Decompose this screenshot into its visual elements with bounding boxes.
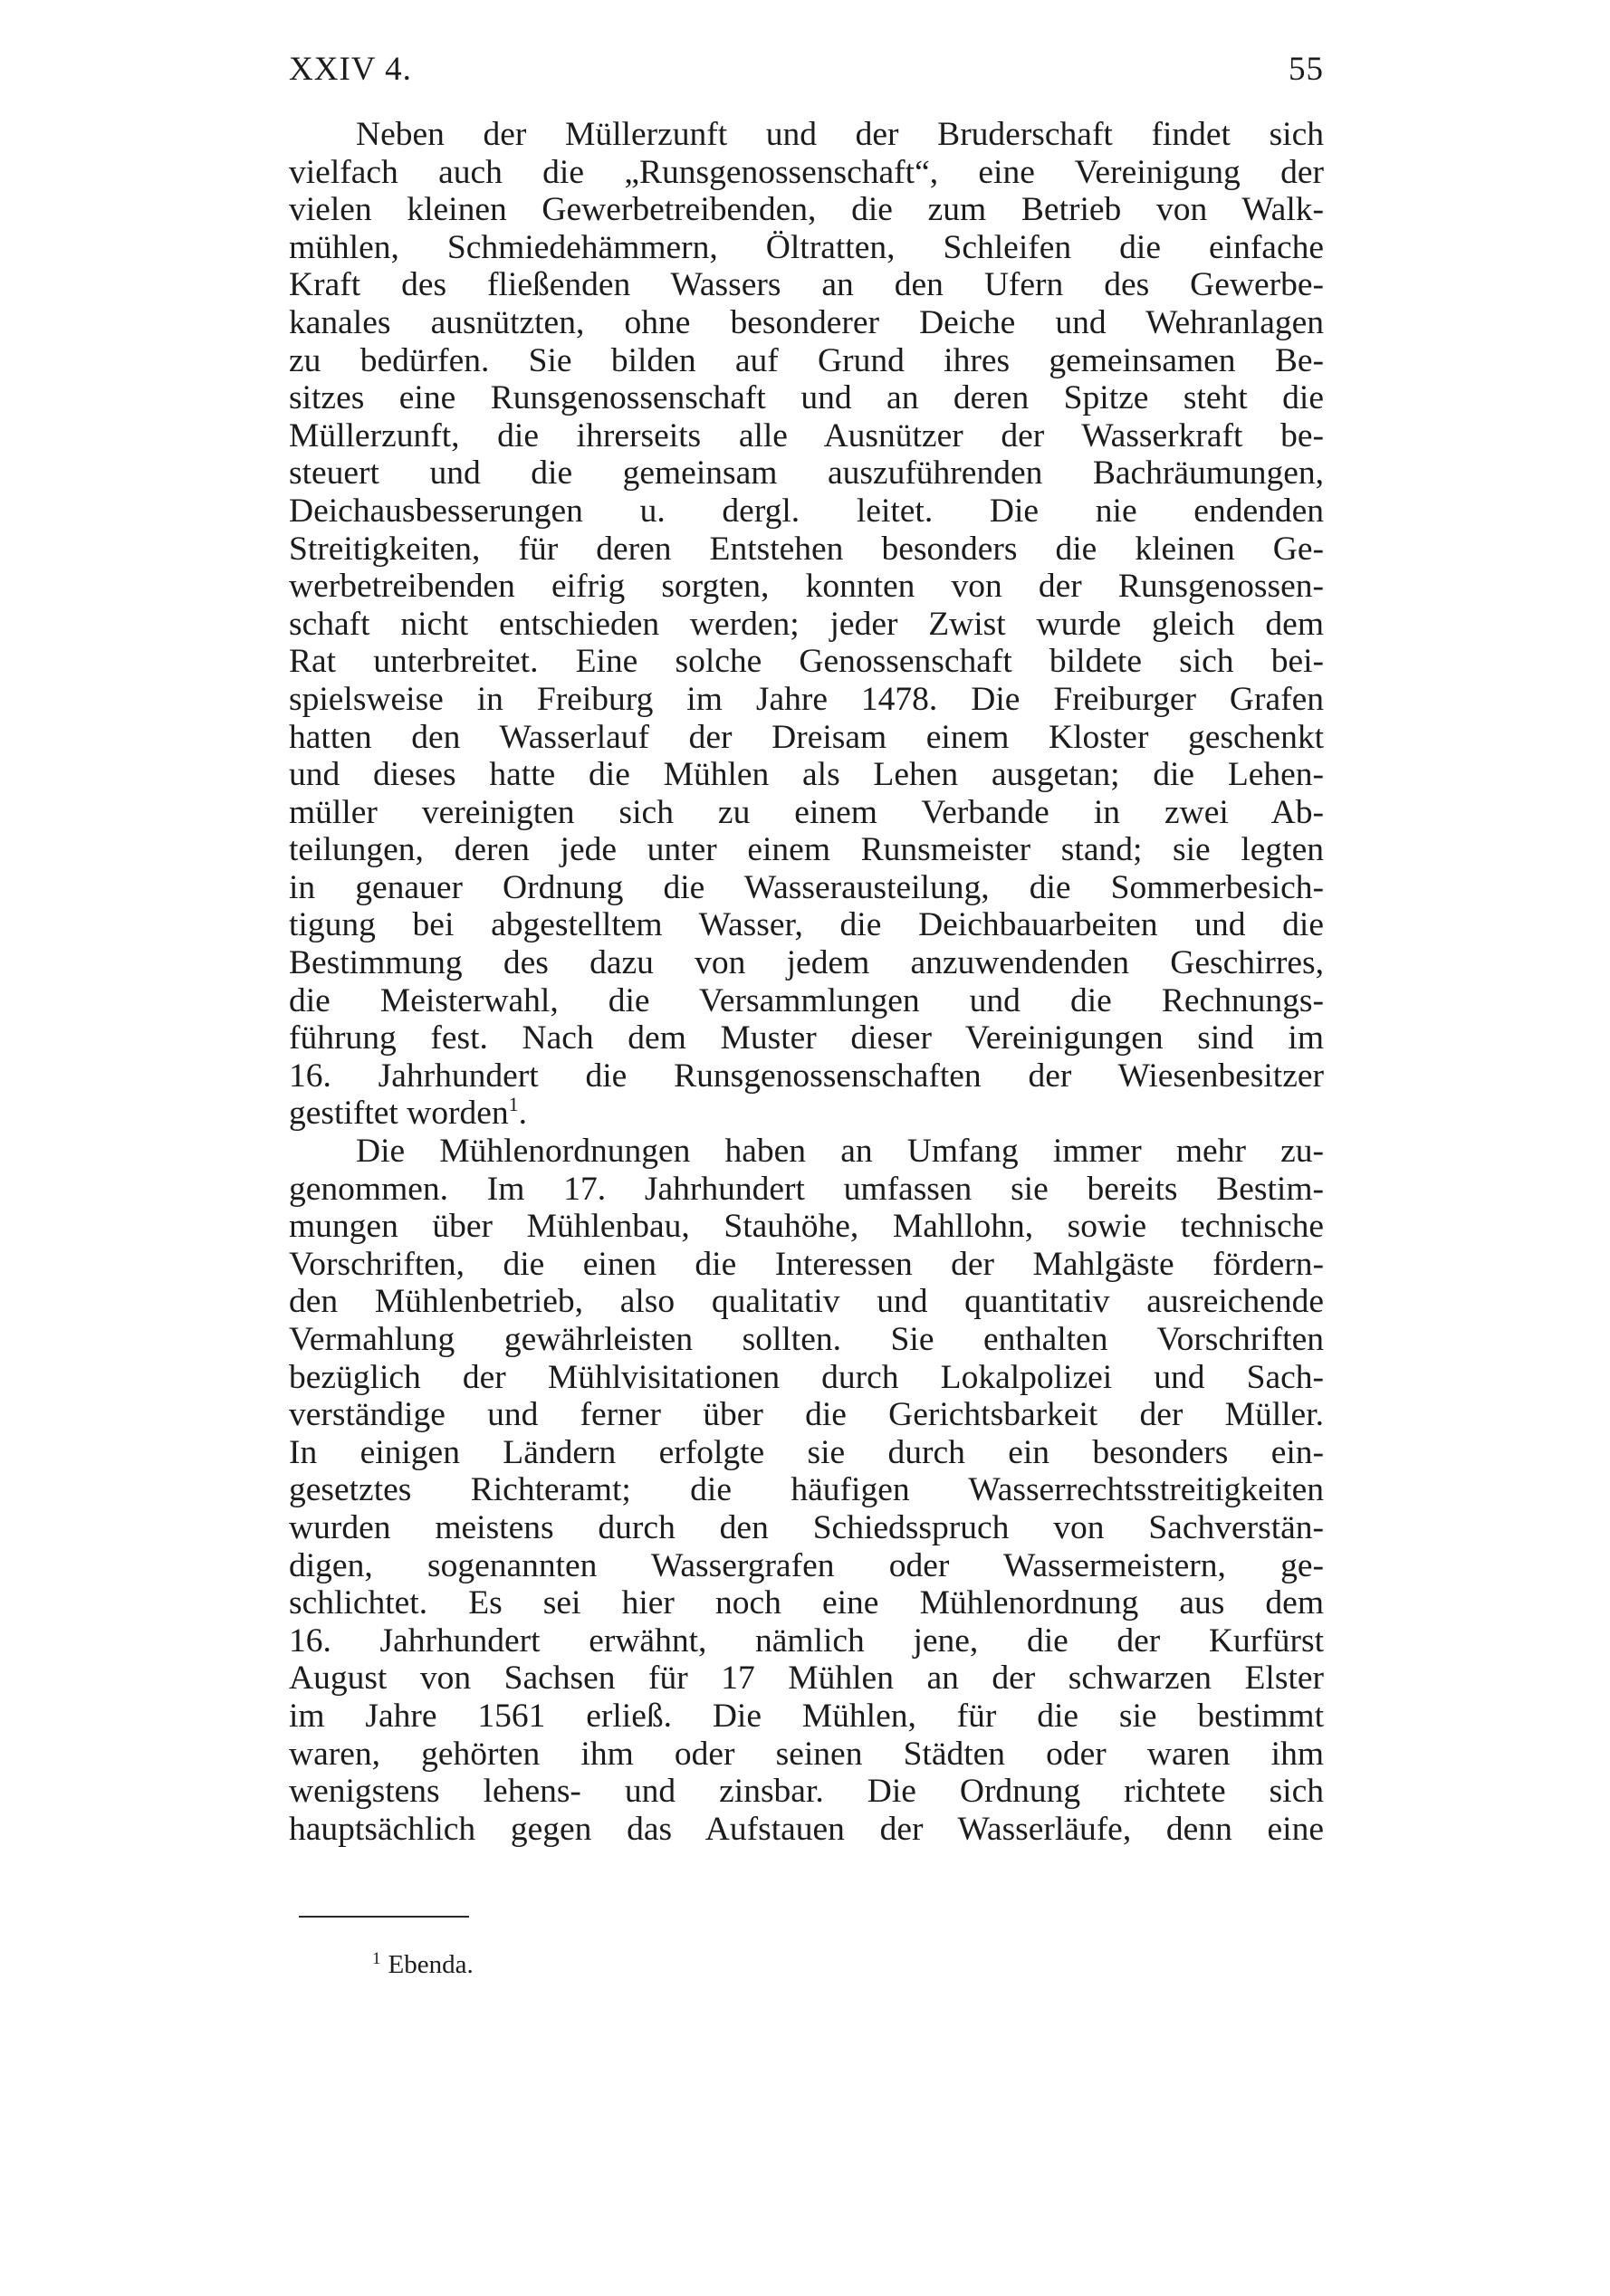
- page-number: 55: [1289, 51, 1324, 88]
- text-line: schaft nicht entschieden werden; jeder Zwist wurde gleich dem: [289, 605, 1324, 643]
- text-line: hatten den Wasserlauf der Dreisam einem Kloster geschenkt: [289, 718, 1324, 756]
- text-line: tigung bei abgestelltem Wasser, die Deichbauarbeiten und die: [289, 906, 1324, 944]
- text-line: Kraft des fließenden Wassers an den Ufern des Gewerbe-: [289, 266, 1324, 304]
- text-line: Vorschriften, die einen die Interessen der Mahlgäste fördern-: [289, 1245, 1324, 1283]
- text-line: Müllerzunft, die ihrerseits alle Ausnützer der Wasserkraft be-: [289, 416, 1324, 454]
- text-line: bezüglich der Mühlvisitationen durch Lokalpolizei und Sach-: [289, 1358, 1324, 1396]
- text-line: 16. Jahrhundert erwähnt, nämlich jene, die der Kurfürst: [289, 1622, 1324, 1660]
- text-line: spielsweise in Freiburg im Jahre 1478. Die Freiburger Grafen: [289, 680, 1324, 718]
- text-line: hauptsächlich gegen das Aufstauen der Wasserläufe, denn eine: [289, 1810, 1324, 1848]
- text-line: Vermahlung gewährleisten sollten. Sie enthalten Vorschriften: [289, 1321, 1324, 1358]
- text-line: sitzes eine Runsgenossenschaft und an deren Spitze steht die: [289, 379, 1324, 417]
- text-line: 16. Jahrhundert die Runsgenossenschaften der Wiesenbesitzer: [289, 1057, 1324, 1095]
- text-line: müller vereinigten sich zu einem Verbande in zwei Ab-: [289, 793, 1324, 831]
- text-line: die Meisterwahl, die Versammlungen und die Rechnungs-: [289, 981, 1324, 1019]
- text-line: den Mühlenbetrieb, also qualitativ und quantitativ ausreichende: [289, 1283, 1324, 1321]
- text-line: genommen. Im 17. Jahrhundert umfassen sie bereits Bestim-: [289, 1170, 1324, 1208]
- text-line: führung fest. Nach dem Muster dieser Vereinigungen sind im: [289, 1019, 1324, 1057]
- footnote-text: Ebenda.: [388, 1950, 474, 1979]
- text-line: verständige und ferner über die Gerichtsbarkeit der Müller.: [289, 1396, 1324, 1434]
- text-line: mühlen, Schmiedehämmern, Öltratten, Schleifen die einfache: [289, 228, 1324, 266]
- text-line: gestiftet worden: [289, 1095, 509, 1133]
- text-line: wenigstens lehens- und zinsbar. Die Ordnung richtete sich: [289, 1773, 1324, 1811]
- text-line: werbetreibenden eifrig sorgten, konnten von der Runsgenossen-: [289, 568, 1324, 606]
- footnote: [372, 1948, 474, 1981]
- text-line: vielen kleinen Gewerbetreibenden, die zum Betrieb von Walk-: [289, 191, 1324, 229]
- text-line: In einigen Ländern erfolgte sie durch ein besonders ein-: [289, 1433, 1324, 1471]
- footnote-reference-period: .: [518, 1095, 528, 1133]
- body-text: [289, 116, 1324, 1848]
- text-line: zu bedürfen. Sie bilden auf Grund ihres gemeinsamen Be-: [289, 341, 1324, 379]
- footnote-reference: 1: [508, 1093, 519, 1116]
- text-line: Rat unterbreitet. Eine solche Genossenschaft bildete sich bei-: [289, 643, 1324, 681]
- text-line: Die Mühlenordnungen haben an Umfang immer mehr zu-: [356, 1133, 1324, 1171]
- text-line: Bestimmung des dazu von jedem anzuwendenden Geschirres,: [289, 944, 1324, 982]
- text-line-with-footnote: [289, 1095, 1324, 1133]
- section-number: XXIV 4.: [289, 51, 412, 88]
- text-line: mungen über Mühlenbau, Stauhöhe, Mahllohn, sowie technische: [289, 1208, 1324, 1246]
- text-line: steuert und die gemeinsam auszuführenden Bachräumungen,: [289, 454, 1324, 493]
- text-line: kanales ausnützten, ohne besonderer Deiche und Wehranlagen: [289, 303, 1324, 341]
- text-line: in genauer Ordnung die Wasserausteilung, die Sommerbesich-: [289, 868, 1324, 906]
- text-line: schlichtet. Es sei hier noch eine Mühlenordnung aus dem: [289, 1584, 1324, 1622]
- text-line: und dieses hatte die Mühlen als Lehen ausgetan; die Lehen-: [289, 756, 1324, 794]
- running-head: [289, 47, 1324, 92]
- text-line: vielfach auch die „Runsgenossenschaft“, eine Vereinigung der: [289, 153, 1324, 191]
- text-line: August von Sachsen für 17 Mühlen an der schwarzen Elster: [289, 1660, 1324, 1698]
- text-line: Streitigkeiten, für deren Entstehen besonders die kleinen Ge-: [289, 530, 1324, 568]
- text-line: digen, sogenannten Wassergrafen oder Wassermeistern, ge-: [289, 1546, 1324, 1584]
- text-line: waren, gehörten ihm oder seinen Städten oder waren ihm: [289, 1735, 1324, 1773]
- text-line: gesetztes Richteramt; die häufigen Wasserrechtsstreitigkeiten: [289, 1471, 1324, 1509]
- text-line: Deichausbesserungen u. dergl. leitet. Die nie endenden: [289, 492, 1324, 530]
- text-line: Neben der Müllerzunft und der Bruderschaft findet sich: [356, 116, 1324, 153]
- footnote-marker: 1: [372, 1949, 381, 1968]
- footnote-divider: [299, 1916, 469, 1918]
- text-line: wurden meistens durch den Schiedsspruch von Sachverstän-: [289, 1508, 1324, 1546]
- text-line: im Jahre 1561 erließ. Die Mühlen, für die sie bestimmt: [289, 1697, 1324, 1735]
- text-line: teilungen, deren jede unter einem Runsmeister stand; sie legten: [289, 831, 1324, 869]
